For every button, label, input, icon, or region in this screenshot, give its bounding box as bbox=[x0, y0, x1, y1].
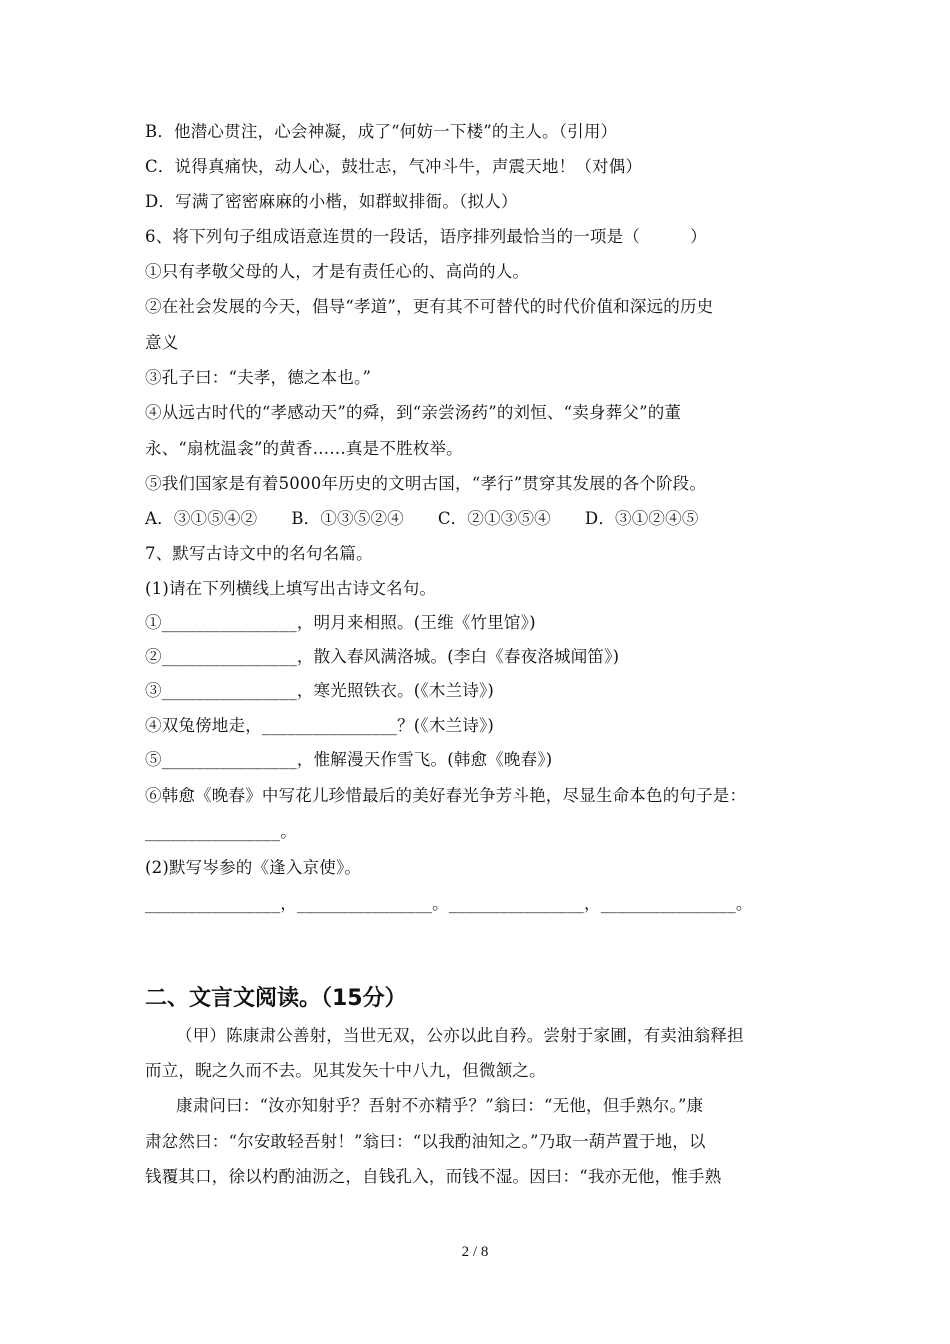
sentence-4-cont: 永、“扇枕温衾”的黄香……真是不胜枚举。 bbox=[145, 439, 463, 458]
passage-para-2-cont-2: 钱覆其口，徐以杓酌油沥之，自钱孔入，而钱不湿。因曰：“我亦无他，惟手熟 bbox=[145, 1167, 722, 1186]
fill-blank-5: ⑤________________，惟解漫天作雪飞。(韩愈《晚春》) bbox=[145, 750, 553, 769]
fill-blank-6: ________________。 bbox=[145, 822, 297, 841]
sentence-4: ④从远古时代的“孝感动天”的舜，到“亲尝汤药”的刘恒、“卖身葬父”的董 bbox=[145, 403, 682, 422]
fill-blank-2: ②________________，散入春风满洛城。(李白《春夜洛城闻笛》) bbox=[145, 647, 620, 666]
option-d: D．③①②④⑤ bbox=[584, 509, 699, 528]
option-c-line: C．说得真痛快，动人心，鼓壮志，气冲斗牛，声震天地！（对偶） bbox=[145, 157, 643, 176]
question-6: 6、将下列句子组成语意连贯的一段话，语序排列最恰当的一项是（ ） bbox=[145, 227, 707, 246]
option-a: A．③①⑤④② bbox=[145, 509, 258, 528]
passage-para-2-cont: 肃忿然曰：“尔安敢轻吾射！”翁曰：“以我酌油知之。”乃取一葫芦置于地，以 bbox=[145, 1132, 706, 1151]
fill-blank-3: ③________________，寒光照铁衣。(《木兰诗》) bbox=[145, 681, 495, 700]
poem-blanks: ________________，________________。________________，________________。 bbox=[145, 894, 753, 913]
fill-blank-4: ④双兔傍地走，________________？(《木兰诗》) bbox=[145, 716, 495, 735]
page-number: 2 / 8 bbox=[461, 1244, 489, 1260]
sentence-5: ⑤我们国家是有着5000年历史的文明古国，“孝行”贯穿其发展的各个阶段。 bbox=[145, 474, 707, 493]
question-7: 7、默写古诗文中的名句名篇。 bbox=[145, 544, 373, 563]
question-6-options bbox=[145, 508, 810, 530]
sentence-3: ③孔子曰：“夫孝，德之本也。” bbox=[145, 368, 372, 387]
question-7-part-2: (2)默写岑参的《逢入京使》。 bbox=[145, 858, 362, 877]
option-b: B．①③⑤②④ bbox=[291, 509, 404, 528]
question-7-part-1: (1)请在下列横线上填写出古诗文名句。 bbox=[145, 579, 437, 598]
sentence-2-cont: 意义 bbox=[145, 333, 179, 352]
passage-para-1-cont: 而立，睨之久而不去。见其发矢十中八九，但微颔之。 bbox=[145, 1061, 546, 1080]
passage-para-2: 康肃问曰：“汝亦知射乎？吾射不亦精乎？”翁曰：“无他，但手熟尔。”康 bbox=[176, 1096, 704, 1115]
sentence-1: ①只有孝敬父母的人，才是有责任心的、高尚的人。 bbox=[145, 262, 530, 281]
passage-para-1: （甲）陈康肃公善射，当世无双，公亦以此自矜。尝射于家圃，有卖油翁释担 bbox=[176, 1026, 744, 1045]
fill-blank-1: ①________________，明月来相照。(王维《竹里馆》) bbox=[145, 613, 536, 632]
option-d-line: D．写满了密密麻麻的小楷，如群蚁排衙。（拟人） bbox=[145, 192, 518, 211]
fill-blank-6-prompt: ⑥韩愈《晚春》中写花儿珍惜最后的美好春光争芳斗艳，尽显生命本色的句子是： bbox=[145, 786, 747, 805]
section-2-title: 二、文言文阅读。（15分） bbox=[145, 986, 407, 1011]
sentence-2: ②在社会发展的今天，倡导“孝道”，更有其不可替代的时代价值和深远的历史 bbox=[145, 297, 714, 316]
option-c: C．②①③⑤④ bbox=[437, 509, 551, 528]
option-b-line: B．他潜心贯注，心会神凝，成了“何妨一下楼”的主人。（引用） bbox=[145, 122, 618, 141]
